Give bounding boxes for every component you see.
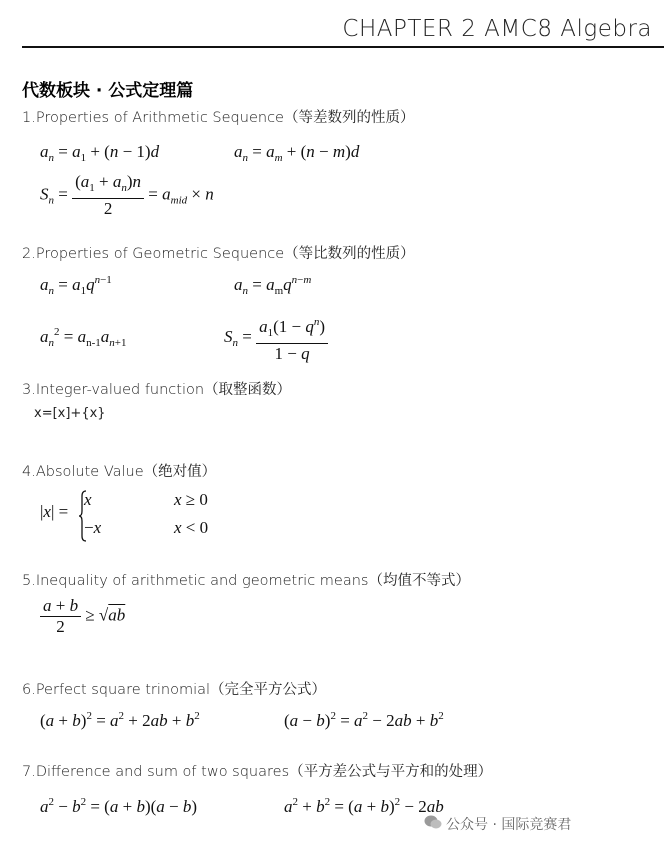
formula-geometric-mean-term: $a_n^2 = a_{n-1}a_{n+1}$ xyxy=(40,326,127,349)
piecewise-case-1-value: x xyxy=(84,490,92,509)
piecewise-case-1-condition: x ≥ 0 xyxy=(174,490,208,509)
heading-am-gm: 5.Inequality of arithmetic and geometric means（均值不等式） xyxy=(22,573,470,589)
formula-sum-of-squares: $a^2 + b^2 = (a + b)^2 - 2ab$ xyxy=(284,796,444,816)
heading-arithmetic-sequence: 1.Properties of Arithmetic Sequence（等差数列的性质） xyxy=(22,110,415,126)
formula-geometric-sum: $S_n$ = $\frac{a_1(1 - q^n)}{1 - q}$ xyxy=(224,312,328,364)
heading-difference-of-squares: 7.Difference and sum of two squares（平方差公式与平方和的处理） xyxy=(22,764,493,780)
chapter-title: CHAPTER 2 AMC8 Algebra xyxy=(342,16,652,42)
heading-geometric-sequence: 2.Properties of Geometric Sequence（等比数列的性质） xyxy=(22,246,415,262)
formula-square-of-difference: $(a - b)^2 = a^2 - 2ab + b^2$ xyxy=(284,710,444,730)
formula-absolute-lhs: |x| = xyxy=(40,502,69,521)
piecewise-case-2-condition: x < 0 xyxy=(174,518,209,537)
formula-arithmetic-nth-term: $a_n = a_1 + (n - 1)d$ xyxy=(40,142,160,164)
wechat-icon xyxy=(424,814,442,830)
formula-geometric-mth-term: $a_n = a_mq^{n-m}$ xyxy=(234,274,312,297)
watermark-text: 公众号 · 国际竞赛君 xyxy=(446,817,572,833)
formula-integer-decomposition: x=[x]+{x} xyxy=(34,406,106,421)
piecewise-case-2-value: −x xyxy=(84,518,102,537)
heading-integer-function: 3.Integer-valued function（取整函数） xyxy=(22,382,292,398)
section-title: 代数板块 · 公式定理篇 xyxy=(22,81,194,101)
formula-am-gm: $\frac{a + b}{2}$ ≥ √ab xyxy=(40,596,125,637)
formula-square-of-sum: $(a + b)^2 = a^2 + 2ab + b^2$ xyxy=(40,710,200,730)
heading-absolute-value: 4.Absolute Value（绝对值） xyxy=(22,464,217,480)
formula-arithmetic-mth-term: $a_n = a_m + (n - m)d$ xyxy=(234,142,360,164)
formula-arithmetic-sum: $S_n$ = $\frac{(a_1 + a_n)n}{2}$ = $a_{mid} \times n$ xyxy=(40,172,214,218)
formula-geometric-nth-term: $a_n = a_1q^{n-1}$ xyxy=(40,274,112,297)
heading-perfect-square: 6.Perfect square trinomial（完全平方公式） xyxy=(22,682,327,698)
formula-difference-of-squares: $a^2 - b^2 = (a + b)(a - b)$ xyxy=(40,796,198,816)
header-divider xyxy=(22,46,664,48)
